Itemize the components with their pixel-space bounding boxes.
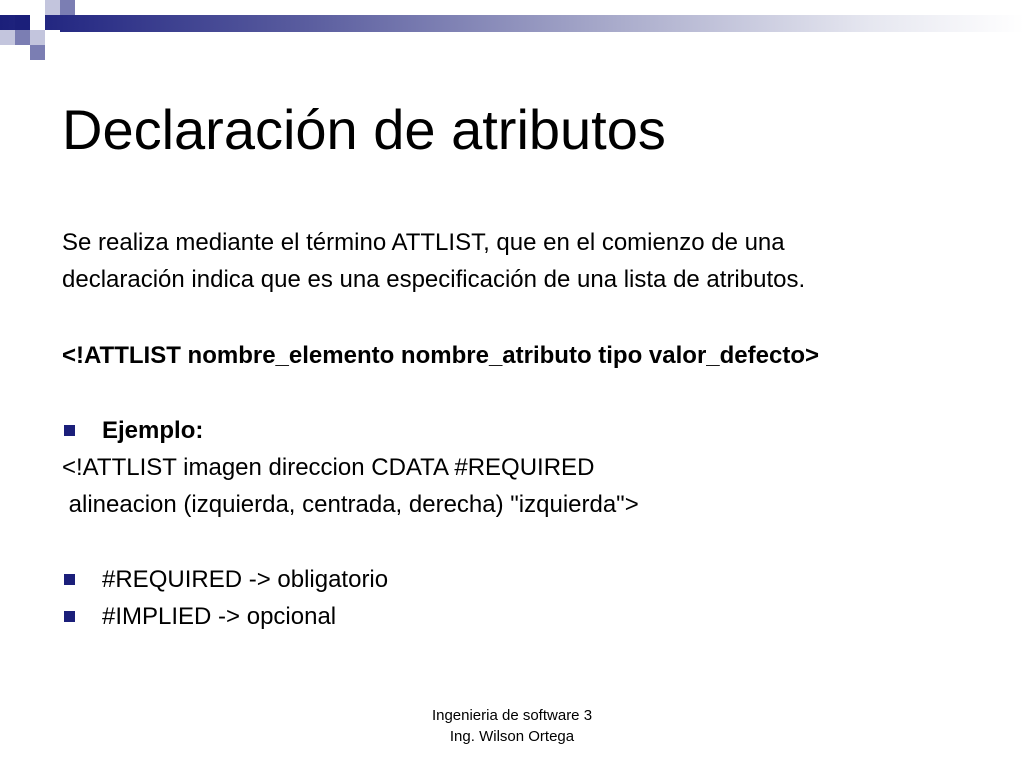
header-gradient-bar [0, 15, 1024, 32]
syntax-line: <!ATTLIST nombre_elemento nombre_atributo tipo valor_defecto> [62, 342, 819, 369]
footer-course: Ingenieria de software 3 [431, 707, 593, 724]
header-square [30, 30, 45, 45]
slide-footer [392, 705, 632, 747]
intro-line-2: declaración indica que es una especificación de una lista de atributos. [62, 266, 806, 293]
bullet-square-icon [64, 425, 75, 436]
header-square [30, 15, 45, 30]
example-line-2: alineacion (izquierda, centrada, derecha) "izquierda"> [62, 491, 639, 518]
header-square [15, 15, 30, 30]
bullet-item [62, 598, 336, 635]
header-square [45, 0, 60, 15]
header-square [60, 0, 75, 15]
header-square [15, 30, 30, 45]
header-square [0, 30, 15, 45]
example-heading-item [62, 412, 203, 449]
example-line-1: <!ATTLIST imagen direccion CDATA #REQUIRED [62, 454, 595, 481]
intro-line-1: Se realiza mediante el término ATTLIST, que en el comienzo de una [62, 229, 785, 256]
footer-author: Ing. Wilson Ortega [449, 728, 575, 745]
header-square [45, 30, 60, 45]
slide-title: Declaración de atributos [62, 98, 666, 161]
header-square [30, 45, 45, 60]
bullet-square-icon [64, 611, 75, 622]
example-heading: Ejemplo: [102, 417, 204, 444]
bullet-square-icon [64, 574, 75, 585]
bullet-text: #IMPLIED -> opcional [102, 603, 337, 630]
bullet-item [62, 561, 388, 598]
bullet-text: #REQUIRED -> obligatorio [102, 566, 389, 593]
